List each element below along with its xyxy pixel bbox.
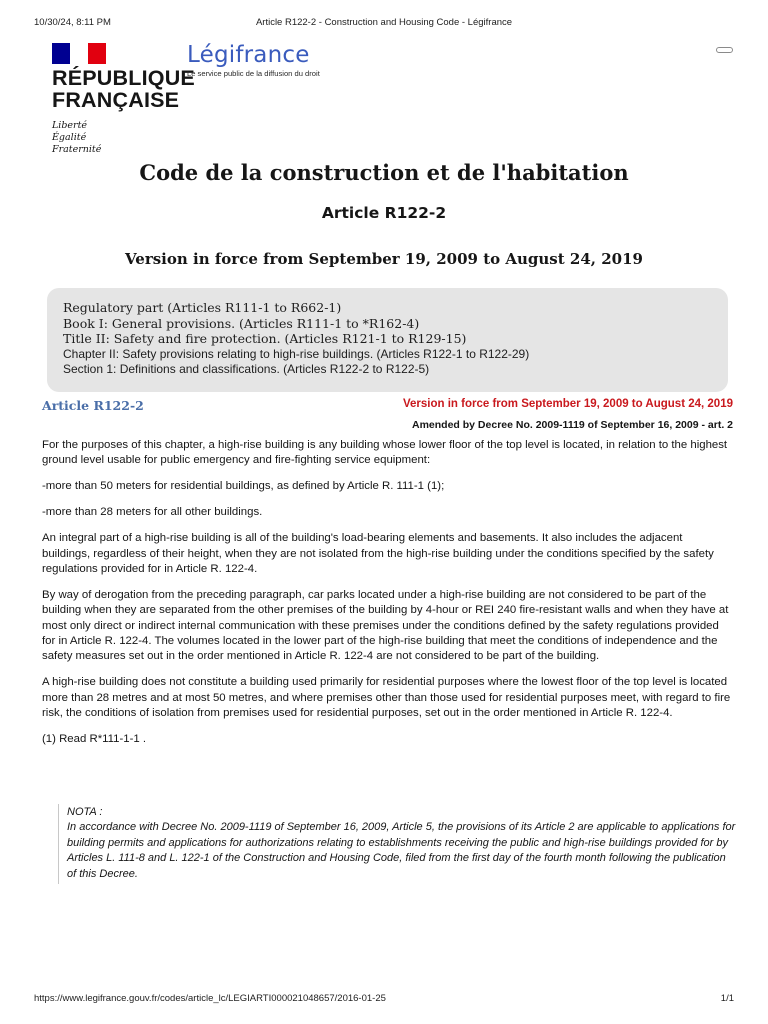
- article-paragraph: A high-rise building does not constitute a building used primarily for residential purposes where the lowest floor of the top level is located more than 28 metres and at most 50 metres, and where premises other than those used for residential purposes meet, with regard to fire risk, the conditions of isolation from premises used for residential purposes, set out in the order mentioned in Article R. 122-4.: [42, 676, 731, 720]
- site-name: Légifrance: [187, 42, 310, 68]
- flag-white-band: [70, 43, 88, 64]
- article-paragraph: An integral part of a high-rise building is all of the building's load-bearing elements and basements. It also includes the adjacent buildings, regardless of their height, when they are not isolated from the high-rise building under the conditions specified by the safety regulations provided for in Article R. 122-4.: [42, 532, 714, 575]
- site-tagline: Le service public de la diffusion du droit: [187, 69, 320, 78]
- breadcrumb: [47, 288, 728, 392]
- breadcrumb-section[interactable]: Section 1: Definitions and classifications. (Articles R122-2 to R122-5): [63, 362, 430, 376]
- article-version-badge: Version in force from September 19, 2009 to August 24, 2019: [402, 398, 733, 410]
- nota-title: NOTA :: [67, 806, 103, 818]
- article-paragraph: -more than 28 meters for all other buildings.: [42, 506, 263, 519]
- print-header: [34, 17, 734, 31]
- motto-liberte: Liberté: [52, 120, 88, 131]
- article-amended-link[interactable]: Amended by Decree No. 2009-1119 of September 16, 2009 - art. 2: [412, 419, 733, 431]
- menu-toggle-icon[interactable]: [716, 47, 733, 53]
- print-page-number: 1/1: [720, 993, 734, 1004]
- print-title: Article R122-2 - Construction and Housing Code - Légifrance: [255, 17, 513, 28]
- print-date: 10/30/24, 8:11 PM: [34, 17, 111, 28]
- breadcrumb-book[interactable]: Book I: General provisions. (Articles R111-1 to *R162-4): [63, 315, 420, 331]
- article-paragraph: By way of derogation from the preceding paragraph, car parks located under a high-rise building are not considered to be part of the building when they are separated from the other premises of the building by 4-hour or REI 240 fire-resistant walls and when they have at most only direct or indirect internal communication with these premises under the conditions defined by the safety regulations provided for in Article R. 122-4. The volumes located in the lower part of the high-rise building that meet the conditions of independence and the safety measures set out in the order mentioned in Article R. 122-4 are not considered to be part of the building.: [42, 588, 729, 663]
- article-label: Article R122-2: [42, 398, 144, 413]
- breadcrumb-chapter[interactable]: Chapter II: Safety provisions relating to high-rise buildings. (Articles R122-1 to R122-29): [63, 346, 530, 361]
- flag-red-band: [88, 43, 106, 64]
- article-body: [42, 438, 732, 758]
- republique-francaise-logo[interactable]: [52, 43, 195, 156]
- nota-divider: [58, 804, 59, 884]
- breadcrumb-title[interactable]: Title II: Safety and fire protection. (Articles R121-1 to R129-15): [63, 331, 467, 346]
- article-title: Article R122-2: [321, 204, 447, 222]
- article-footnote: (1) Read R*111-1-1 .: [42, 733, 147, 746]
- french-flag-icon: [52, 43, 106, 64]
- republic-name-line1: RÉPUBLIQUE: [52, 66, 195, 90]
- article-paragraph: -more than 50 meters for residential buildings, as defined by Article R. 111-1 (1);: [42, 480, 445, 493]
- legifrance-logo[interactable]: [187, 42, 357, 78]
- version-title: Version in force from September 19, 2009 to August 24, 2019: [125, 250, 643, 268]
- republic-motto: [52, 120, 182, 156]
- breadcrumb-part[interactable]: Regulatory part (Articles R111-1 to R662-1): [63, 300, 342, 315]
- print-url: https://www.legifrance.gouv.fr/codes/article_lc/LEGIARTI000021048657/2016-01-25: [34, 993, 386, 1004]
- article-paragraph: For the purposes of this chapter, a high-rise building is any building whose lower floor of the top level is located, in relation to the highest ground level usable for public emergency and fire-fighting service equipment:: [42, 439, 728, 467]
- motto-fraternite: Fraternité: [52, 144, 102, 155]
- republic-name-line2: FRANÇAISE: [52, 88, 180, 112]
- motto-egalite: Égalité: [52, 132, 87, 143]
- flag-blue-band: [52, 43, 70, 64]
- nota-text: In accordance with Decree No. 2009-1119 of September 16, 2009, Article 5, the provisions of its Article 2 are applicable to applications for building permits and applications for authorizations relating to establishments receiving the public and high-rise buildings provided for by Articles L. 111-8 and L. 122-1 of the Construction and Housing Code, filed from the first day of the fourth month following the publication of this Decree.: [67, 821, 736, 880]
- nota-block: [67, 805, 737, 882]
- print-footer: [34, 993, 734, 1007]
- code-title: Code de la construction et de l'habitation: [139, 160, 629, 185]
